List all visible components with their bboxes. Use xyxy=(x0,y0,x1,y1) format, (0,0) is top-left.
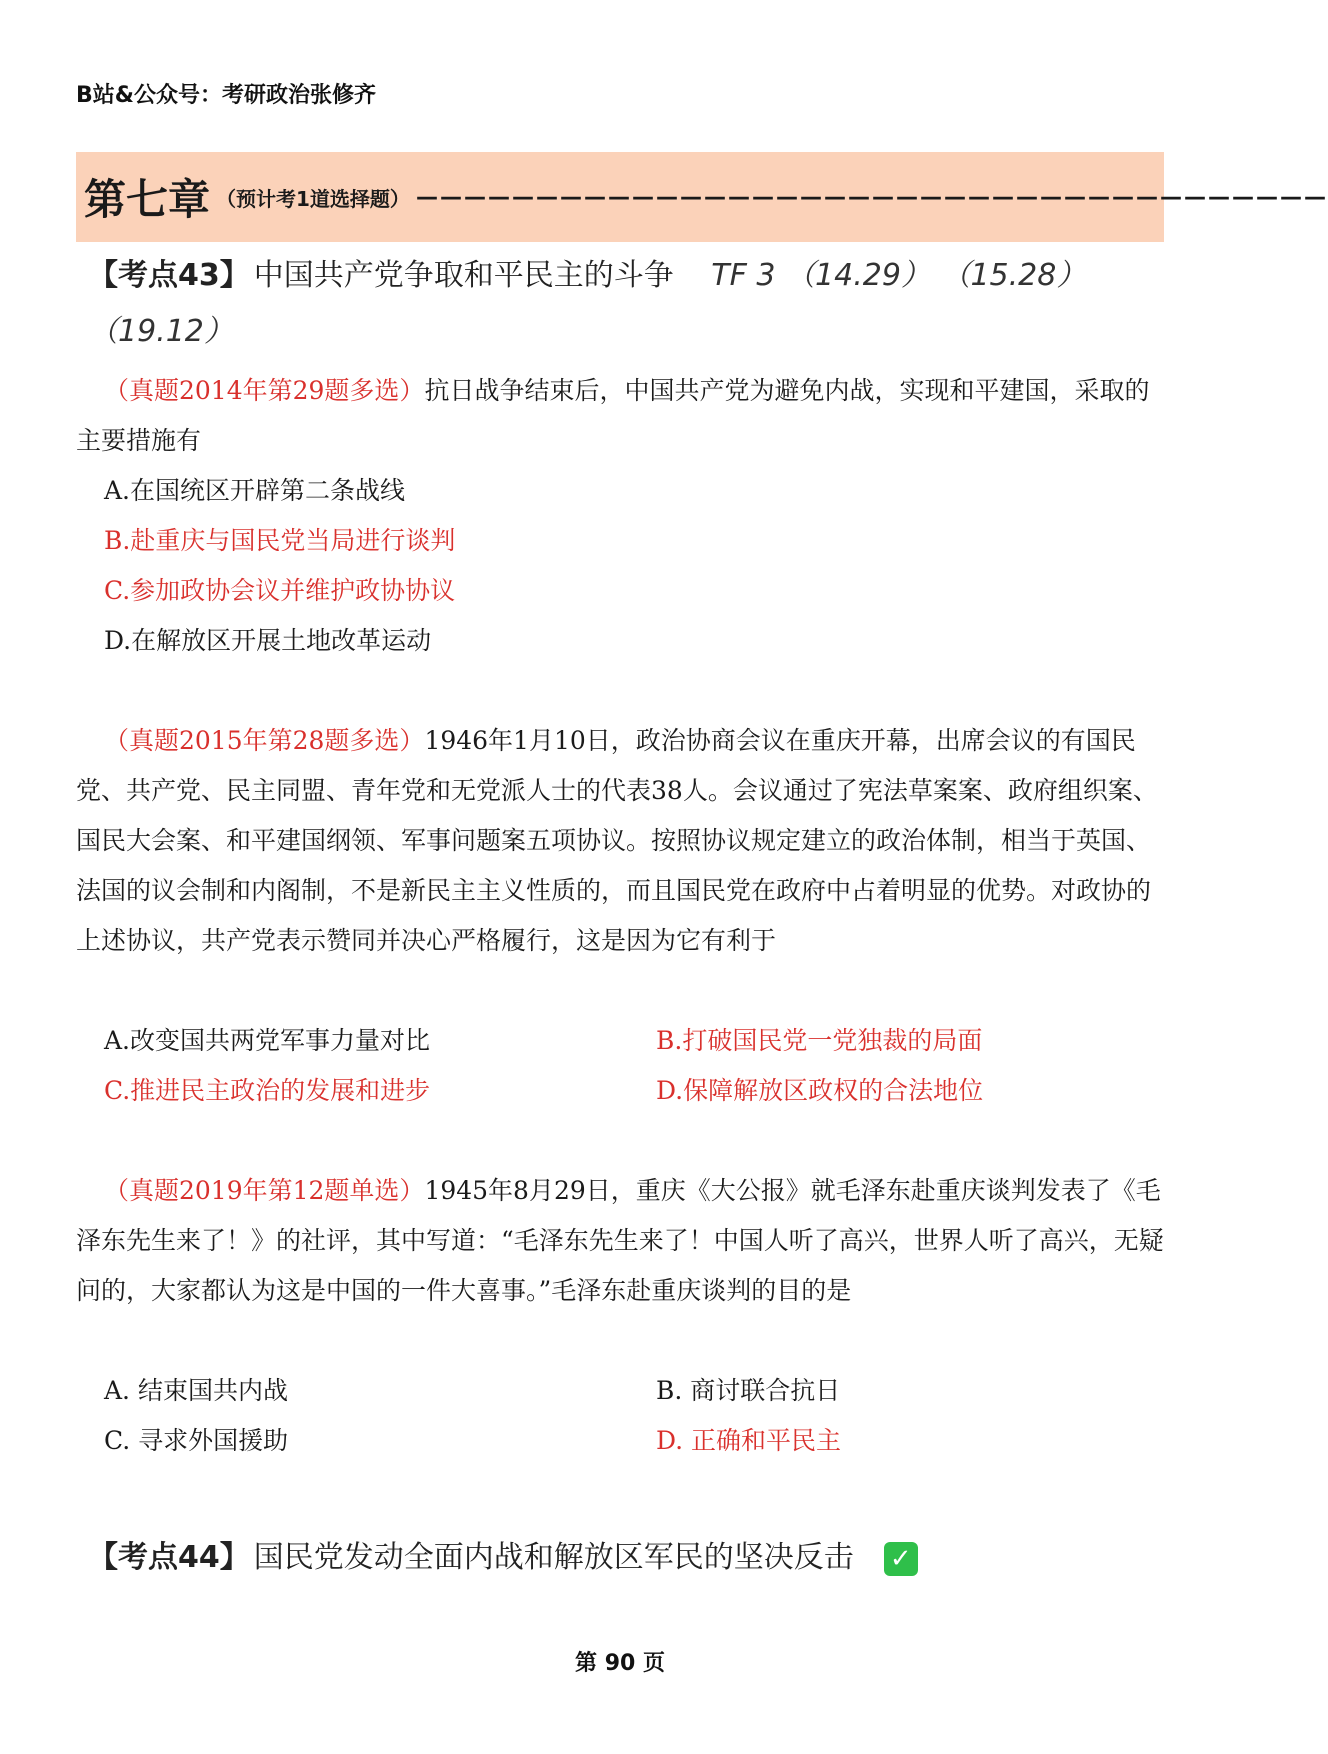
q3-option-b: B. 商讨联合抗日 xyxy=(656,1376,841,1405)
chapter-banner xyxy=(76,152,1328,242)
question-source: （真题2015年第28题多选） xyxy=(104,726,425,755)
kaodian-label: 【考点43】 xyxy=(88,258,250,293)
question-1-stem xyxy=(76,366,1166,466)
kaodian-title: 中国共产党争取和平民主的斗争 xyxy=(253,258,674,293)
kaodian-label: 【考点44】 xyxy=(88,1540,250,1575)
chapter-title: 第七章 xyxy=(84,175,211,224)
check-mark-icon: ✓ xyxy=(884,1542,918,1576)
q3-option-d: D. 正确和平民主 xyxy=(656,1426,842,1455)
chapter-subtitle: （预计考1道选择题） xyxy=(216,186,410,211)
question-source: （真题2014年第29题多选） xyxy=(104,376,425,405)
kaodian-43-heading xyxy=(88,248,1168,360)
question-text: 1945年8月29日，重庆《大公报》就毛泽东赴重庆谈判发表了《毛泽东先生来了！》的社评，其中写道：“毛泽东先生来了！中国人听了高兴，世界人听了高兴，无疑问的，大家都认为这是中国的一件大喜事。”毛泽东赴重庆谈判的目的是 xyxy=(76,1176,1164,1305)
chapter-divider: —————————————————————————————————————— xyxy=(415,184,1328,210)
header-source: B站&公众号：考研政治张修齐 xyxy=(76,83,376,108)
question-text: 抗日战争结束后，中国共产党为避免内战，实现和平建国，采取的主要措施有 xyxy=(76,376,1150,455)
q2-option-c: C.推进民主政治的发展和进步 xyxy=(104,1076,431,1105)
question-source: （真题2019年第12题单选） xyxy=(104,1176,425,1205)
kaodian-years: （19.12） xyxy=(88,314,234,349)
kaodian-title: 国民党发动全面内战和解放区军民的坚决反击 xyxy=(253,1540,854,1575)
q2-option-b: B.打破国民党一党独裁的局面 xyxy=(656,1026,983,1055)
q2-option-a: A.改变国共两党军事力量对比 xyxy=(104,1026,431,1055)
q1-option-c: C.参加政协会议并维护政协协议 xyxy=(104,576,456,605)
q3-option-c: C. 寻求外国援助 xyxy=(104,1426,289,1455)
q1-option-d: D.在解放区开展土地改革运动 xyxy=(104,626,432,655)
q1-option-b: B.赴重庆与国民党当局进行谈判 xyxy=(104,526,456,555)
kaodian-frequency: TF 3 （14.29） （15.28） xyxy=(711,258,1087,293)
question-2-stem xyxy=(76,716,1166,966)
kaodian-44-heading xyxy=(88,1530,918,1586)
q3-option-a: A. 结束国共内战 xyxy=(104,1376,288,1405)
question-text: 1946年1月10日，政治协商会议在重庆开幕，出席会议的有国民党、共产党、民主同盟、青年党和无党派人士的代表38人。会议通过了宪法草案案、政府组织案、国民大会案、和平建国纲领、军事问题案五项协议。按照协议规定建立的政治体制，相当于英国、法国的议会制和内阁制，不是新民主主义性质的，而且国民党在政府中占着明显的优势。对政协的上述协议，共产党表示赞同并决心严格履行，这是因为它有利于 xyxy=(76,726,1158,955)
q2-option-d: D.保障解放区政权的合法地位 xyxy=(656,1076,984,1105)
q1-option-a: A.在国统区开辟第二条战线 xyxy=(104,476,406,505)
page-number: 第 90 页 xyxy=(575,1651,665,1676)
question-3-stem xyxy=(76,1166,1166,1316)
